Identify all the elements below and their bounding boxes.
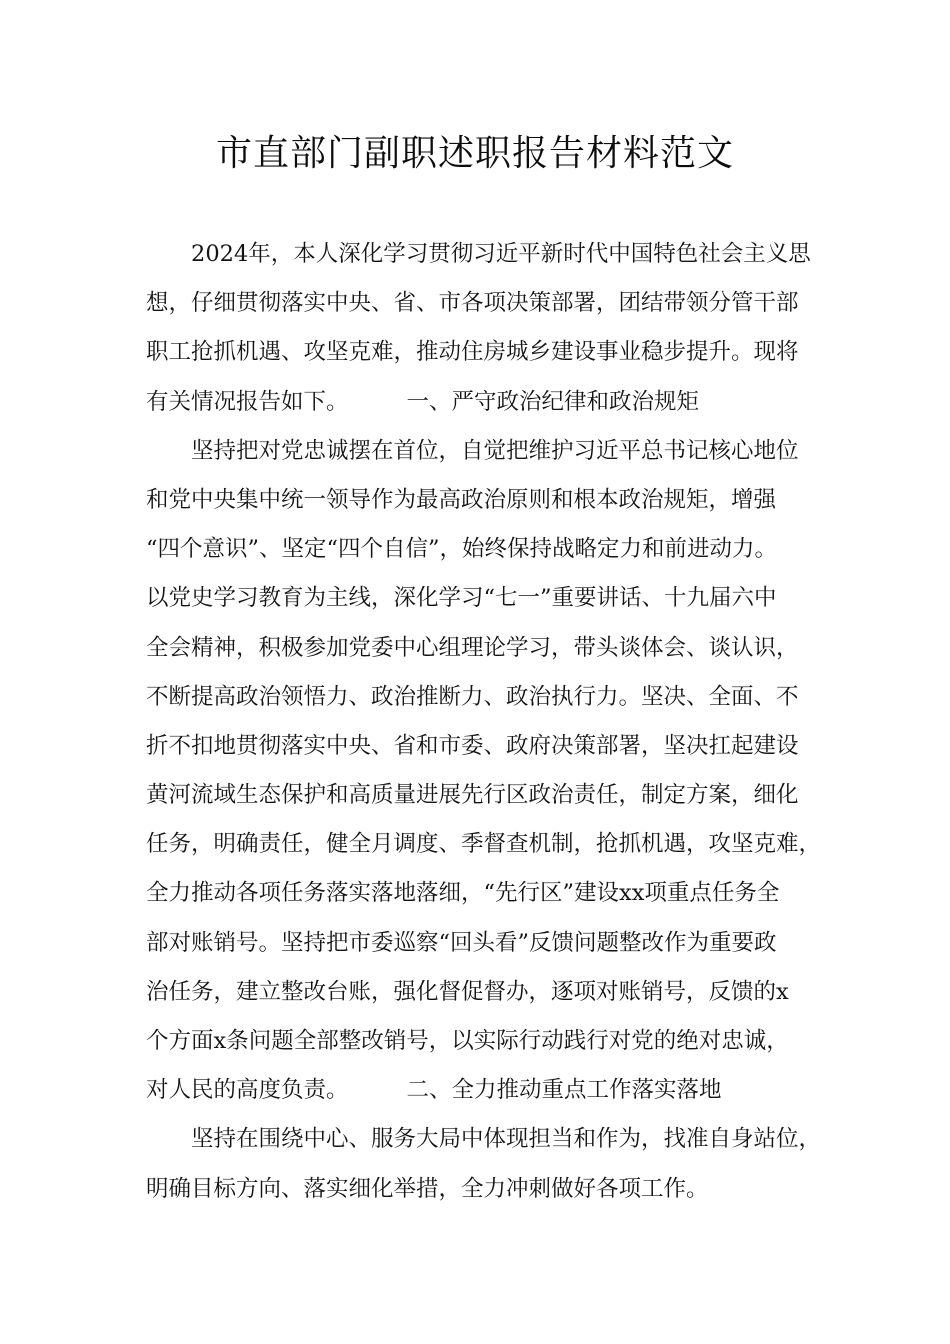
section-heading-1: 一、严守政治纪律和政治规矩 xyxy=(406,388,700,415)
document-title: 市直部门副职述职报告材料范文 xyxy=(215,133,734,174)
paragraph-line xyxy=(146,1066,826,1115)
line-text: 全会精神，积极参加党委中心组理论学习，带头谈体会、谈认识， xyxy=(146,634,799,661)
paragraph-line xyxy=(146,722,826,771)
line-text: 部对账销号。坚持把市委巡察“回头看”反馈问题整改作为重要政 xyxy=(146,929,777,956)
paragraph-line xyxy=(146,919,826,968)
paragraph-line xyxy=(146,771,826,820)
line-text: 职工抢抓机遇、攻坚克难，推动住房城乡建设事业稳步提升。现将 xyxy=(146,339,799,366)
line-text: 坚持把对党忠诚摆在首位，自觉把维护习近平总书记核心地位 xyxy=(191,437,799,464)
line-text: “四个意识”、坚定“四个自信”，始终保持战略定力和前进动力。 xyxy=(146,536,778,563)
paragraph-line xyxy=(146,820,826,869)
line-text: 任务，明确责任，健全月调度、季督查机制，抢抓机遇，攻坚克难， xyxy=(146,831,822,858)
paragraph-line xyxy=(146,378,826,427)
paragraph-line xyxy=(146,279,826,328)
paragraph-line xyxy=(146,230,826,279)
line-text: 折不扣地贯彻落实中央、省和市委、政府决策部署，坚决扛起建设 xyxy=(146,732,799,759)
line-text: 黄河流域生态保护和高质量进展先行区政治责任，制定方案，细化 xyxy=(146,782,799,809)
paragraph-line xyxy=(146,574,826,623)
line-text: 想，仔细贯彻落实中央、省、市各项决策部署，团结带领分管干部 xyxy=(146,290,799,317)
line-text: 明确目标方向、落实细化举措，全力冲刺做好各项工作。 xyxy=(146,1175,709,1202)
line-text: 坚持在围绕中心、服务大局中体现担当和作为，找准自身站位， xyxy=(191,1126,822,1153)
paragraph-line xyxy=(146,869,826,918)
paragraph-line xyxy=(146,476,826,525)
document-body xyxy=(146,230,826,1214)
line-text: 不断提高政治领悟力、政治推断力、政治执行力。坚决、全面、不 xyxy=(146,683,799,710)
paragraph-line xyxy=(146,1115,826,1164)
paragraph-line xyxy=(146,624,826,673)
section-heading-2: 二、全力推动重点工作落实落地 xyxy=(406,1077,722,1104)
line-text: 个方面x条问题全部整改销号，以实际行动践行对党的绝对忠诚， xyxy=(146,1028,789,1054)
paragraph-line xyxy=(146,968,826,1017)
paragraph-line xyxy=(146,328,826,377)
line-text: 治任务，建立整改台账，强化督促督办，逐项对账销号，反馈的x xyxy=(146,978,789,1005)
paragraph-line xyxy=(146,673,826,722)
paragraph-line xyxy=(146,1017,826,1066)
line-text: 对人民的高度负责。 xyxy=(146,1077,349,1104)
line-text: 全力推动各项任务落实落地落细，“先行区”建设xx项重点任务全 xyxy=(146,880,780,907)
line-text: 2024年，本人深化学习贯彻习近平新时代中国特色社会主义思 xyxy=(191,241,811,267)
paragraph-line xyxy=(146,525,826,574)
paragraph-line xyxy=(146,427,826,476)
paragraph-line xyxy=(146,1165,826,1214)
line-text: 以党史学习教育为主线，深化学习“七一”重要讲话、十九届六中 xyxy=(146,585,777,612)
line-text: 和党中央集中统一领导作为最高政治原则和根本政治规矩，增强 xyxy=(146,486,777,513)
line-text: 有关情况报告如下。 xyxy=(146,388,349,415)
